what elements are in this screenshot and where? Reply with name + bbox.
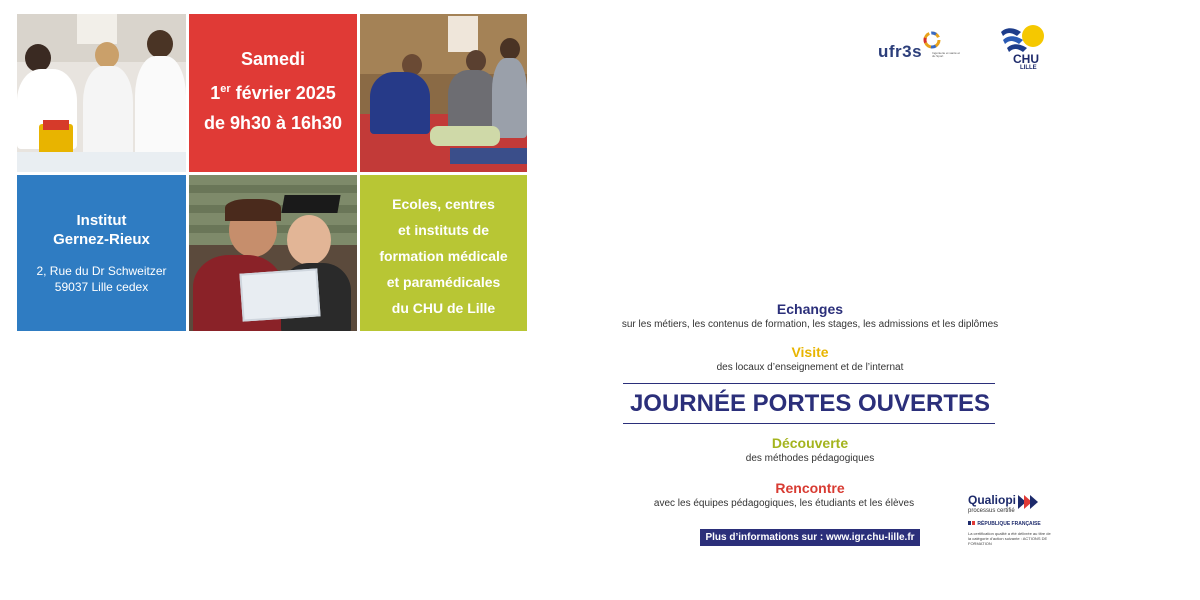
photo-nursing-students <box>17 14 186 172</box>
main-title: JOURNÉE PORTES OUVERTES <box>629 390 991 417</box>
visite-text: des locaux d’enseignement et de l’internat <box>716 362 904 373</box>
event-time: de 9h30 à 16h30 <box>203 113 343 133</box>
ufr3s-ring-icon <box>922 30 942 50</box>
qualiopi-badge <box>966 493 1056 555</box>
echanges-heading: Echanges <box>776 301 844 317</box>
republique-francaise: RÉPUBLIQUE FRANÇAISE <box>968 521 1041 527</box>
photo-cpr-training <box>360 14 527 172</box>
schools-text: Ecoles, centres et instituts de formation médicale et paramédicales du CHU de Lille <box>379 196 508 316</box>
decouverte-text: des méthodes pédagogiques <box>745 453 875 464</box>
chu-emblem-icon <box>997 22 1047 54</box>
schools-tile <box>360 175 527 331</box>
photo-graduation <box>189 175 357 331</box>
title-rule-bottom <box>623 423 995 424</box>
date-tile <box>189 14 357 172</box>
echanges-text: sur les métiers, les contenus de formation, les stages, les admissions et les diplômes <box>621 319 999 330</box>
qualiopi-note: La certification qualité a été délivrée au titre de la catégorie d’action suivante : ACTIONS DE FORMATION <box>968 531 1051 546</box>
institute-address: 2, Rue du Dr Schweitzer 59037 Lille cedex <box>36 264 167 294</box>
qualiopi-title: Qualiopi <box>968 493 1016 507</box>
ufr3s-logo: ufr3s Ingénierie et santé et du Sport <box>878 28 960 68</box>
event-date-line: 1er février 2025 <box>210 83 336 103</box>
more-info-link[interactable]: Plus d’informations sur : www.igr.chu-lille.fr <box>700 529 920 546</box>
qualiopi-subtitle: processus certifié <box>968 508 1015 514</box>
chu-lille-logo: CHU LILLE <box>997 22 1047 72</box>
flag-blue <box>968 521 971 525</box>
flag-red <box>972 521 975 525</box>
poster-mosaic <box>17 14 527 331</box>
event-date <box>189 44 357 138</box>
qualiopi-arrows-icon <box>1018 495 1038 509</box>
visite-heading: Visite <box>791 344 829 360</box>
institute-name: Institut Gernez-Rieux <box>53 212 150 248</box>
event-day: Samedi <box>240 49 306 69</box>
title-rule-top <box>623 383 995 384</box>
rencontre-text: avec les équipes pédagogiques, les étudiants et les élèves <box>653 498 915 509</box>
decouverte-heading: Découverte <box>771 435 849 451</box>
institute-tile <box>17 175 186 331</box>
rencontre-heading: Rencontre <box>775 480 845 496</box>
